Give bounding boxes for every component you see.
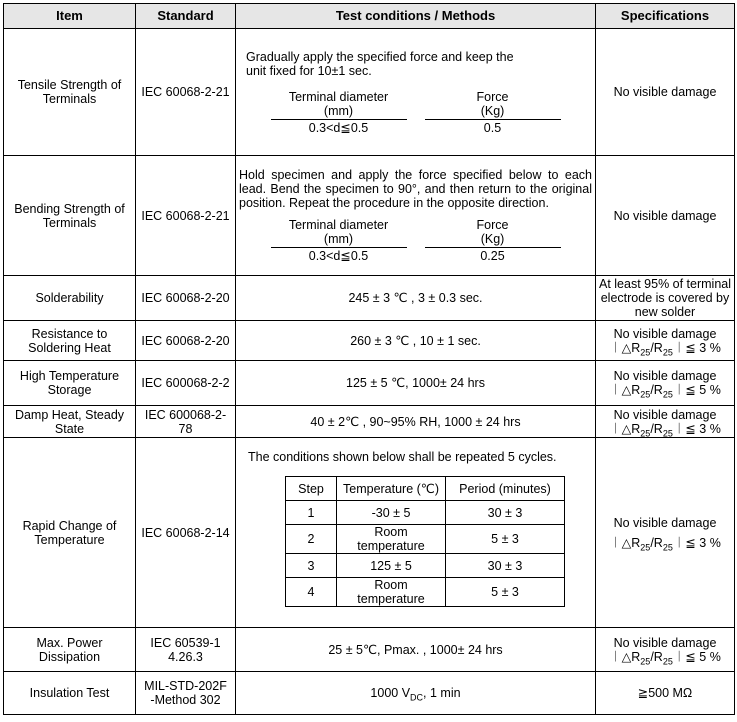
cycle-header-temperature: Temperature (℃) (337, 477, 446, 501)
spec-cell (596, 628, 735, 672)
cycle-step: 4 (286, 578, 337, 607)
cycle-period: 30 ± 3 (446, 501, 565, 525)
standard-cell: IEC 600068-2-2 (136, 361, 236, 406)
spec-cell: At least 95% of terminal electrode is covered by new solder (596, 276, 735, 321)
force-label: Force (476, 218, 509, 232)
cycle-temperature: 125 ± 5 (337, 554, 446, 578)
spec-cell: ≧500 MΩ (596, 672, 735, 715)
spec-cell: No visible damage (596, 29, 735, 156)
standard-cell: IEC 60068-2-20 (136, 321, 236, 361)
diameter-value: 0.3<d≦0.5 (308, 120, 369, 135)
test-cell: 25 ± 5℃, Pmax. , 1000± 24 hrs (236, 628, 596, 672)
force-table (239, 218, 592, 263)
diameter-column (271, 90, 407, 135)
table-row (4, 321, 735, 361)
table-row (4, 406, 735, 438)
cycle-step: 3 (286, 554, 337, 578)
spec-damage: No visible damage (613, 635, 717, 650)
force-unit: (Kg) (480, 103, 505, 118)
standard-cell (136, 672, 236, 715)
spec-cell (596, 361, 735, 406)
cycle-temperature: Room temperature (337, 525, 446, 554)
force-value: 0.5 (483, 120, 502, 135)
spec-tolerance: $︱\triangle R_{25}/R_{25}︱≦$ 5 % (609, 649, 721, 666)
spec-tolerance: $︱\triangle R_{25}/R_{25}︱≦$ 3 % (609, 421, 721, 438)
force-table (246, 90, 585, 135)
header-test: Test conditions / Methods (236, 4, 596, 29)
force-label: Force (476, 89, 509, 104)
force-value: 0.25 (480, 249, 505, 263)
test-cell (236, 156, 596, 276)
diameter-value: 0.3<d≦0.5 (308, 249, 369, 263)
test-cell: 245 ± 3 ℃ , 3 ± 0.3 sec. (236, 276, 596, 321)
item-cell: High Temperature Storage (4, 361, 136, 406)
spec-damage: No visible damage (613, 407, 717, 422)
item-cell: Bending Strength of Terminals (4, 156, 136, 276)
standard-line: 4.26.3 (168, 649, 203, 664)
test-cell: 1000 $V_{DC}$, 1 min (236, 672, 596, 715)
cycle-period: 5 ± 3 (446, 578, 565, 607)
spec-cell: No visible damage (596, 156, 735, 276)
table-row (4, 29, 735, 156)
spec-damage: No visible damage (613, 369, 717, 383)
test-text: Gradually apply the specified force and keep the unit fixed for 10±1 sec. (246, 49, 514, 78)
item-cell: Insulation Test (4, 672, 136, 715)
item-cell: Solderability (4, 276, 136, 321)
test-text: The conditions shown below shall be repeated 5 cycles. (248, 450, 557, 464)
spec-damage: No visible damage (613, 326, 717, 341)
cycle-step: 2 (286, 525, 337, 554)
table-row (4, 276, 735, 321)
diameter-column (271, 218, 407, 263)
cycle-header-row (286, 477, 565, 501)
item-cell: Max. Power Dissipation (4, 628, 136, 672)
cycle-step: 1 (286, 501, 337, 525)
test-cell: 260 ± 3 ℃ , 10 ± 1 sec. (236, 321, 596, 361)
table-row (4, 361, 735, 406)
spec-tolerance: $︱\triangle R_{25}/R_{25}︱≦$ 5 % (609, 383, 721, 400)
spec-tolerance: $︱\triangle R_{25}/R_{25}︱≦$ 3 % (609, 340, 721, 357)
diameter-label: Terminal diameter (288, 218, 389, 232)
force-unit: (Kg) (480, 232, 505, 246)
test-cell (236, 29, 596, 156)
test-spec-table (3, 3, 735, 715)
cycle-row (286, 578, 565, 607)
cycle-row (286, 501, 565, 525)
cycle-period: 5 ± 3 (446, 525, 565, 554)
standard-cell: IEC 60068-2-21 (136, 156, 236, 276)
test-cell: 40 ± 2℃ , 90~95% RH, 1000 ± 24 hrs (236, 406, 596, 438)
force-column (425, 90, 561, 135)
test-cell: 125 ± 5 ℃, 1000± 24 hrs (236, 361, 596, 406)
standard-cell: IEC 60068-2-14 (136, 438, 236, 628)
table-row (4, 156, 735, 276)
cycle-row (286, 525, 565, 554)
spec-damage: No visible damage (613, 515, 717, 530)
standard-line: IEC 60539-1 (150, 635, 221, 650)
standard-line: -Method 302 (150, 693, 221, 707)
cycle-period: 30 ± 3 (446, 554, 565, 578)
standard-cell: IEC 600068-2-78 (136, 406, 236, 438)
header-standard: Standard (136, 4, 236, 29)
diameter-unit: (mm) (323, 232, 354, 246)
header-spec: Specifications (596, 4, 735, 29)
standard-cell: IEC 60068-2-21 (136, 29, 236, 156)
spec-cell (596, 438, 735, 628)
spec-tolerance: $︱\triangle R_{25}/R_{25}︱≦$ 3 % (609, 535, 721, 552)
table-row (4, 628, 735, 672)
force-column (425, 218, 561, 263)
cycle-header-step: Step (286, 477, 337, 501)
item-cell: Resistance to Soldering Heat (4, 321, 136, 361)
table-row (4, 438, 735, 628)
item-cell: Damp Heat, Steady State (4, 406, 136, 438)
test-text: Hold specimen and apply the force specified below to each lead. Bend the specimen to 90°, and then return to the original position. Repeat the procedure in the opposite direction. (239, 168, 592, 210)
spec-cell (596, 321, 735, 361)
diameter-label: Terminal diameter (288, 89, 389, 104)
standard-cell (136, 628, 236, 672)
standard-cell: IEC 60068-2-20 (136, 276, 236, 321)
header-item: Item (4, 4, 136, 29)
cycle-temperature: Room temperature (337, 578, 446, 607)
item-cell: Tensile Strength of Terminals (4, 29, 136, 156)
item-cell: Rapid Change of Temperature (4, 438, 136, 628)
cycle-table (285, 476, 565, 607)
cycle-temperature: -30 ± 5 (337, 501, 446, 525)
cycle-header-period: Period (minutes) (446, 477, 565, 501)
standard-line: MIL-STD-202F (144, 679, 227, 693)
header-row (4, 4, 735, 29)
table-row (4, 672, 735, 715)
diameter-unit: (mm) (323, 103, 354, 118)
spec-cell (596, 406, 735, 438)
cycle-row (286, 554, 565, 578)
test-cell (236, 438, 596, 628)
